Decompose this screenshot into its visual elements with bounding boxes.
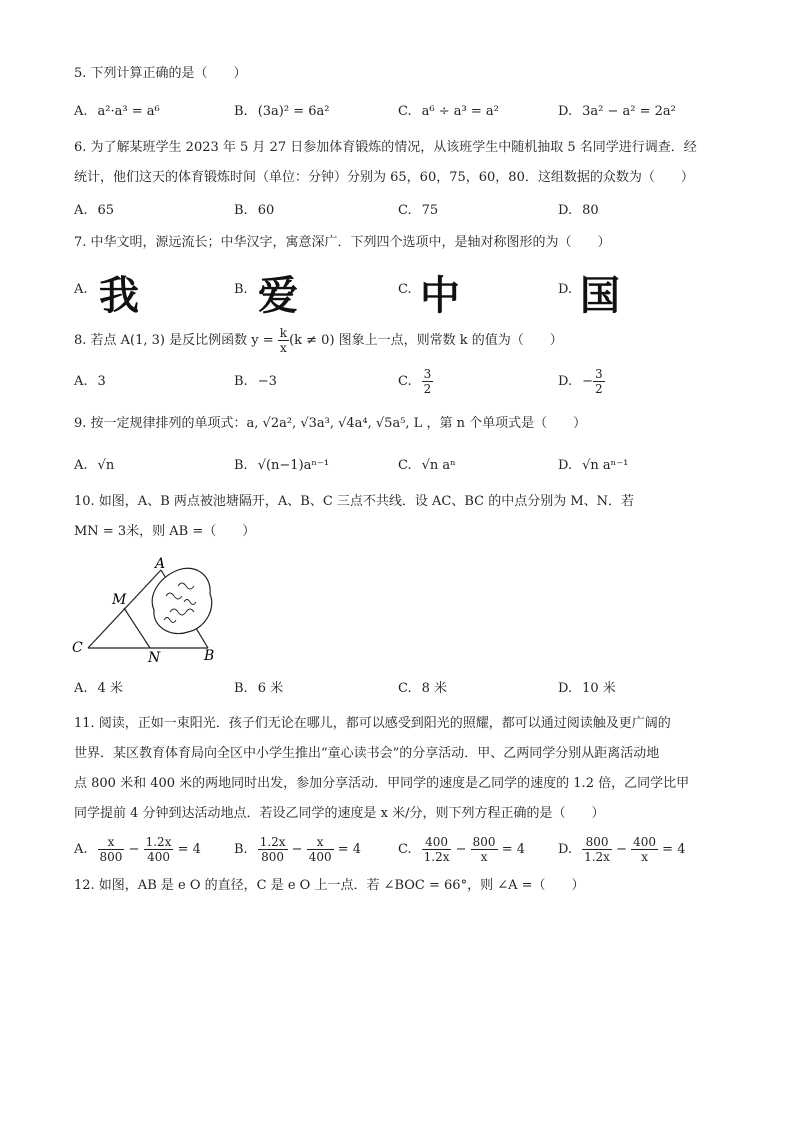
question-6-options [74,199,734,223]
label-c: C [72,640,83,656]
q11-option-b[interactable]: B. $\frac{1.2x}{800}$ − $\frac{x}{400}$ = 4 [234,835,362,864]
q5-option-b[interactable]: B. (3a)² = 6a² [234,104,330,119]
question-8-stem-a: 8. 若点 A(1, 3) 是反比例函数 y = [74,333,278,348]
q8-option-b[interactable]: B. −3 [234,374,277,389]
label-b: B [204,648,215,664]
question-10 [74,490,724,544]
question-9 [74,412,724,436]
q10-option-d[interactable]: D. 10 米 [558,681,616,696]
question-8-options [74,364,734,400]
q6-option-a[interactable]: A. 65 [74,203,115,218]
question-11-stem-line-3: 点 800 米和 400 米的两地同时出发，参加分享活动．甲同学的速度是乙同学的速度的 1.2 倍，乙同学比甲 [74,776,690,791]
q7-option-d[interactable]: D. [558,282,573,297]
q7-option-b[interactable]: B. [234,282,248,297]
q7-option-a[interactable]: A. [74,282,88,297]
question-5 [74,62,724,86]
q9-option-a[interactable]: A. √n [74,458,115,473]
question-10-options [74,677,734,701]
q5-option-d[interactable]: D. 3a² − a² = 2a² [558,104,676,119]
question-5-stem: 5. 下列计算正确的是（ ） [74,66,247,81]
q7-glyph-guo: 国 [580,273,620,319]
question-11-stem-line-2: 世界．某区教育体育局向全区中小学生推出“童心读书会”的分享活动．甲、乙两同学分别从距离活动地 [74,746,660,761]
question-12-stem: 12. 如图，AB 是 e O 的直径，C 是 e O 上一点．若 ∠BOC = 66°，则 ∠A =（ ） [74,878,585,893]
question-11-stem-line-4: 同学提前 4 分钟到达活动地点．若设乙同学的速度是 x 米/分，则下列方程正确的是（ ） [74,806,605,821]
question-7-options [74,273,734,319]
q7-glyph-zhong: 中 [420,273,460,319]
q5-option-c[interactable]: C. a⁶ ÷ a³ = a² [398,104,499,119]
q6-option-c[interactable]: C. 75 [398,203,439,218]
q11-option-c[interactable]: C. $\frac{400}{1.2x}$ − $\frac{800}{x}$ = 4 [398,835,525,864]
q8-option-d[interactable]: D. − $\frac{3}{2}$ [558,367,603,396]
q10-option-a[interactable]: A. 4 米 [74,681,123,696]
q11-option-a[interactable]: A. $\frac{x}{800}$ − $\frac{1.2x}{400}$ = 4 [74,835,201,864]
question-8 [74,326,724,356]
question-9-options [74,454,734,478]
q6-option-d[interactable]: D. 80 [558,203,599,218]
question-8-fraction: $\frac{k}{x}$ [279,326,288,355]
question-11-options [74,830,734,870]
pond-triangle-figure [66,556,226,666]
question-11 [74,709,724,829]
q9-option-b[interactable]: B. √(n−1)aⁿ⁻¹ [234,458,330,473]
question-12 [74,874,724,898]
q7-option-c[interactable]: C. [398,282,412,297]
q11-option-d[interactable]: D. $\frac{800}{1.2x}$ − $\frac{400}{x}$ = 4 [558,835,686,864]
label-m: M [112,592,127,608]
question-7 [74,231,724,255]
question-7-stem: 7. 中华文明，源远流长；中华汉字，寓意深广．下列四个选项中，是轴对称图形的为（ ） [74,235,611,250]
q7-glyph-ai: 爱 [258,273,298,319]
q5-option-a[interactable]: A. a²·a³ = a⁶ [74,104,160,119]
q10-option-b[interactable]: B. 6 米 [234,681,284,696]
question-6-stem-line-1: 6. 为了解某班学生 2023 年 5 月 27 日参加体育锻炼的情况，从该班学生中随机抽取 5 名同学进行调查．经 [74,140,697,155]
question-9-stem: 9. 按一定规律排列的单项式：a, √2a², √3a³, √4a⁴, √5a⁵, L ，第 n 个单项式是（ ） [74,416,587,431]
question-8-stem-b: (k ≠ 0) 图象上一点，则常数 k 的值为（ ） [289,333,563,348]
question-5-options [74,100,734,124]
question-10-stem-line-2: MN = 3米，则 AB =（ ） [74,524,256,539]
q8-option-c[interactable]: C. $\frac{3}{2}$ [398,367,432,396]
q7-glyph-wo: 我 [99,273,139,319]
question-10-stem-line-1: 10. 如图，A、B 两点被池塘隔开，A、B、C 三点不共线．设 AC、BC 的中点分别为 M、N．若 [74,494,635,509]
q9-option-c[interactable]: C. √n aⁿ [398,458,456,473]
q8-option-a[interactable]: A. 3 [74,374,106,389]
question-11-stem-line-1: 11. 阅读，正如一束阳光．孩子们无论在哪儿，都可以感受到阳光的照耀，都可以通过阅读触及更广阔的 [74,716,671,731]
label-n: N [148,650,161,666]
q9-option-d[interactable]: D. √n aⁿ⁻¹ [558,458,629,473]
label-a: A [155,556,166,572]
q6-option-b[interactable]: B. 60 [234,203,275,218]
question-6-stem-line-2: 统计，他们这天的体育锻炼时间（单位：分钟）分别为 65，60，75，60，80．这组数据的众数为（ ） [74,170,694,185]
segment-mn [124,608,150,648]
question-6 [74,136,724,190]
q10-option-c[interactable]: C. 8 米 [398,681,448,696]
pond-outline [152,568,211,633]
